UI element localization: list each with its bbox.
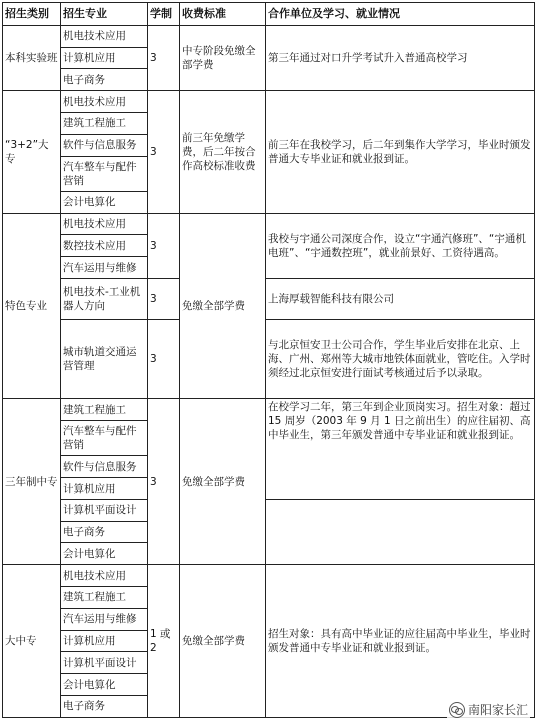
major-cell: 机电技术-工业机器人方向 [61, 278, 148, 320]
major-cell: 建筑工程施工 [61, 112, 148, 134]
major-cell: 机电技术应用 [61, 25, 148, 47]
fee-cell: 中专阶段免缴全部学费 [180, 25, 266, 90]
major-cell: 会计电算化 [61, 191, 148, 213]
major-cell: 软件与信息服务 [61, 134, 148, 156]
major-cell: 电子商务 [61, 695, 148, 717]
major-cell: 电子商务 [61, 521, 148, 543]
table-row [3, 91, 535, 113]
major-cell: 计算机应用 [61, 630, 148, 652]
years-cell: 3 [148, 25, 180, 90]
header-info: 合作单位及学习、就业情况 [266, 3, 535, 26]
category-cell: 本科实验班 [3, 25, 61, 90]
category-cell: 三年制中专 [3, 399, 61, 565]
header-category: 招生类别 [3, 3, 61, 26]
years-cell: 3 [148, 278, 180, 320]
category-cell: 特色专业 [3, 213, 61, 399]
years-cell: 3 [148, 399, 180, 565]
major-cell: 汽车运用与维修 [61, 257, 148, 279]
major-cell: 软件与信息服务 [61, 456, 148, 478]
info-cell: 我校与宇通公司深度合作，设立“宇通汽修班”、“宇通机电班”、“宇通数控班”，就业前景好、工资待遇高。 [266, 213, 535, 278]
category-cell: 大中专 [3, 565, 61, 718]
wechat-icon [449, 702, 465, 718]
info-cell: 在校学习二年，第三年到企业顶岗实习。招生对象：超过 15 周岁（2003 年 9 月 1 日之前出生）的应往届初、高中毕业生，第三年颁发普通中专毕业证和就业报到证。 [266, 399, 535, 500]
info-cell: 招生对象：具有高中毕业证的应往届高中毕业生，毕业时颁发普通中专毕业证和就业报到证。 [266, 565, 535, 718]
major-cell: 建筑工程施工 [61, 399, 148, 421]
watermark [447, 701, 530, 718]
major-cell: 计算机应用 [61, 478, 148, 500]
fee-cell: 免缴全部学费 [180, 565, 266, 718]
table-row [3, 320, 535, 399]
fee-cell: 前三年免缴学费，后二年按合作高校标准收费 [180, 91, 266, 213]
info-cell-empty [266, 499, 535, 564]
header-years: 学制 [148, 3, 180, 26]
years-cell: 3 [148, 213, 180, 278]
years-cell: 3 [148, 320, 180, 399]
info-cell: 前三年在我校学习，后二年到集作大学学习，毕业时颁发普通大专毕业证和就业报到证。 [266, 91, 535, 213]
major-cell: 建筑工程施工 [61, 587, 148, 609]
major-cell: 会计电算化 [61, 543, 148, 565]
table-row [3, 499, 535, 521]
major-cell: 汽车运用与维修 [61, 608, 148, 630]
major-cell: 机电技术应用 [61, 565, 148, 587]
major-cell: 计算机平面设计 [61, 652, 148, 674]
header-row [3, 3, 535, 26]
major-cell: 汽车整车与配件营销 [61, 421, 148, 456]
enrollment-table [2, 2, 535, 718]
info-cell: 与北京恒安卫士公司合作，学生毕业后安排在北京、上海、广州、郑州等大城市地铁体面就业，管吃住。入学时须经过北京恒安进行面试考核通过后予以录取。 [266, 320, 535, 399]
fee-cell: 免缴全部学费 [180, 213, 266, 399]
table-row [3, 565, 535, 587]
major-cell: 城市轨道交通运营管理 [61, 320, 148, 399]
major-cell: 计算机平面设计 [61, 499, 148, 521]
years-cell: 3 [148, 91, 180, 213]
major-cell: 计算机应用 [61, 47, 148, 69]
major-cell: 机电技术应用 [61, 91, 148, 113]
table-row [3, 399, 535, 421]
major-cell: 汽车整车与配件营销 [61, 156, 148, 191]
watermark-text: 南阳家长汇 [467, 703, 528, 717]
category-cell: “3+2”大专 [3, 91, 61, 213]
header-fee: 收费标准 [180, 3, 266, 26]
years-cell: 1 或 2 [148, 565, 180, 718]
table-row [3, 25, 535, 47]
major-cell: 数控技术应用 [61, 235, 148, 257]
major-cell: 机电技术应用 [61, 213, 148, 235]
table-row [3, 278, 535, 320]
major-cell: 电子商务 [61, 69, 148, 91]
fee-cell: 免缴全部学费 [180, 399, 266, 565]
info-cell: 上海厚载智能科技有限公司 [266, 278, 535, 320]
table-row [3, 213, 535, 235]
header-major: 招生专业 [61, 3, 148, 26]
major-cell: 会计电算化 [61, 674, 148, 696]
info-cell: 第三年通过对口升学考试升入普通高校学习 [266, 25, 535, 90]
